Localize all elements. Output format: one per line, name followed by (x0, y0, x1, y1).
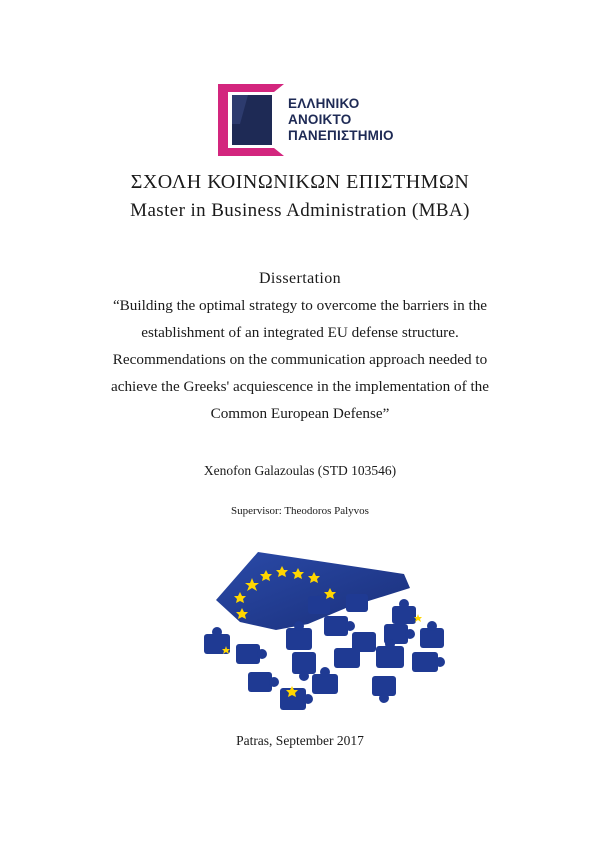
place-and-date: Patras, September 2017 (236, 733, 364, 748)
supervisor-name: Supervisor: Theodoros Palyvos (231, 505, 369, 517)
program-name: Master in Business Administration (MBA) (130, 200, 470, 221)
logo-line-3: ΠΑΝΕΠΙΣΤΗΜΙΟ (288, 128, 394, 143)
dissertation-title (90, 292, 510, 427)
logo-line-2: ΑΝΟΙΚΤΟ (288, 112, 352, 127)
title-line: achieve the Greeks' acquiescence in the implementation of the (110, 378, 490, 395)
title-line: “Building the optimal strategy to overcome the barriers in the (112, 297, 488, 314)
school-name: ΣΧΟΛΗ ΚΟΙΝΩΝΙΚΩΝ ΕΠΙΣΤΗΜΩΝ (130, 171, 470, 193)
title-line: establishment of an integrated EU defense structure. (141, 324, 459, 341)
university-logo (218, 84, 408, 156)
university-logo-mark-icon (218, 84, 288, 156)
eu-flag-puzzle-icon (196, 548, 456, 718)
logo-line-1: ΕΛΛΗΝΙΚΟ (288, 96, 360, 111)
title-line: Recommendations on the communication approach needed to (112, 351, 488, 368)
author-name: Xenofon Galazoulas (STD 103546) (203, 463, 397, 478)
title-line: Common European Defense” (210, 405, 390, 422)
university-logo-text (288, 96, 394, 144)
document-type: Dissertation (258, 270, 342, 287)
